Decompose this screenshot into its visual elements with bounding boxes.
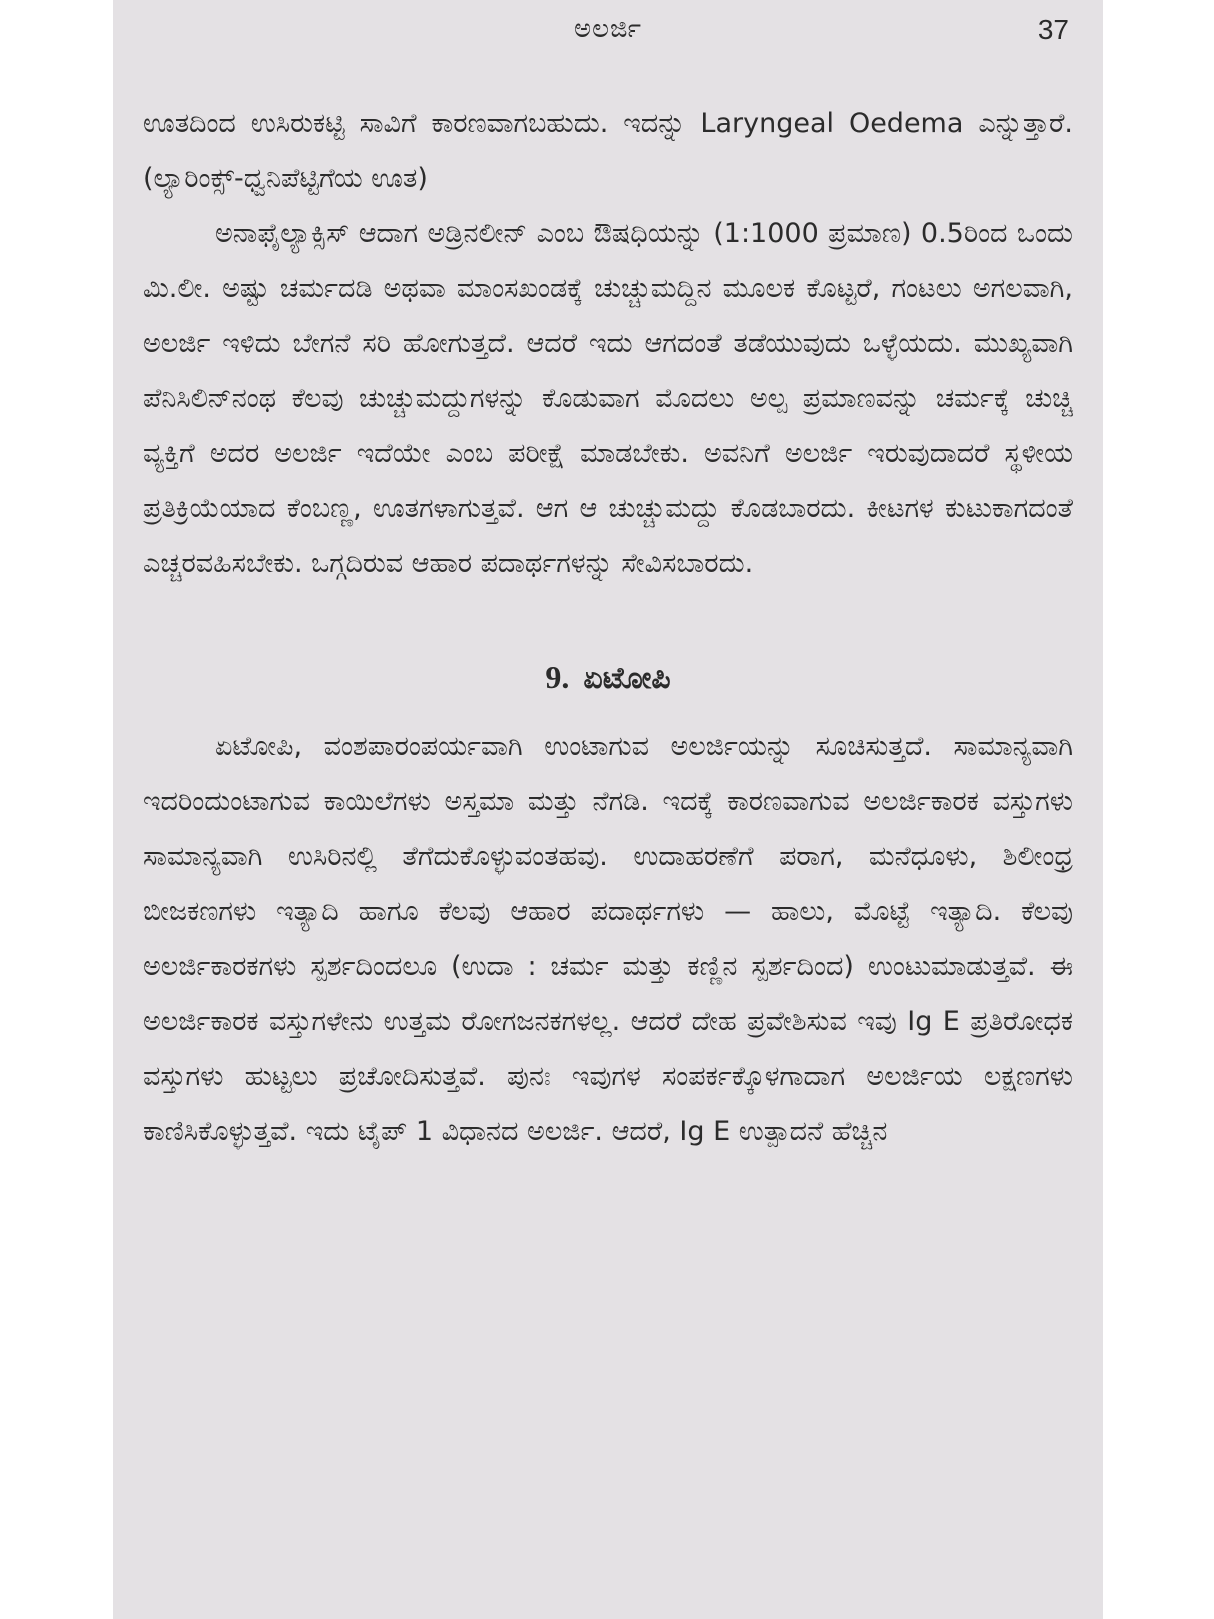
paragraph: ಏಟೋಪಿ, ವಂಶಪಾರಂಪರ್ಯವಾಗಿ ಉಂಟಾಗುವ ಅಲರ್ಜಿಯನ್ನು ಸೂಚಿಸುತ್ತದೆ. ಸಾಮಾನ್ಯವಾಗಿ ಇದರಿಂದುಂಟಾಗುವ ಕಾಯಿಲೆಗಳು ಅಸ್ತಮಾ ಮತ್ತು ನೆಗಡಿ. ಇದಕ್ಕೆ ಕಾರಣವಾಗುವ ಅಲರ್ಜಿಕಾರಕ ವಸ್ತುಗಳು ಸಾಮಾನ್ಯವಾಗಿ ಉಸಿರಿನಲ್ಲಿ ತೆಗೆದುಕೊಳ್ಳುವಂತಹವು. ಉದಾಹರಣೆಗೆ ಪರಾಗ, ಮನೆಧೂಳು, ಶಿಲೀಂಧ್ರ ಬೀಜಕಣಗಳು ಇತ್ಯಾದಿ ಹಾಗೂ ಕೆಲವು ಆಹಾರ ಪದಾರ್ಥಗಳು — ಹಾಲು, ಮೊಟ್ಟೆ ಇತ್ಯಾದಿ. ಕೆಲವು ಅಲರ್ಜಿಕಾರಕಗಳು ಸ್ಪರ್ಶದಿಂದಲೂ (ಉದಾ : ಚರ್ಮ ಮತ್ತು ಕಣ್ಣಿನ ಸ್ಪರ್ಶದಿಂದ) ಉಂಟುಮಾಡುತ್ತವೆ. ಈ ಅಲರ್ಜಿಕಾರಕ ವಸ್ತುಗಳೇನು ಉತ್ತಮ ರೋಗಜನಕಗಳಲ್ಲ. ಆದರೆ ದೇಹ ಪ್ರವೇಶಿಸುವ ಇವು Ig E ಪ್ರತಿರೋಧಕ ವಸ್ತುಗಳು ಹುಟ್ಟಲು ಪ್ರಚೋದಿಸುತ್ತವೆ. ಪುನಃ ಇವುಗಳ ಸಂಪರ್ಕಕ್ಕೊಳಗಾದಾಗ ಅಲರ್ಜಿಯ ಲಕ್ಷಣಗಳು ಕಾಣಿಸಿಕೊಳ್ಳುತ್ತವೆ. ಇದು ಟೈಪ್ 1 ವಿಧಾನದ ಅಲರ್ಜಿ. ಆದರೆ, Ig E ಉತ್ಪಾದನೆ ಹೆಚ್ಚಿನ [143, 731, 1073, 1147]
book-page [113, 0, 1103, 1619]
section-heading [143, 647, 1073, 709]
section-title: ಏಟೋಪಿ [583, 661, 671, 696]
paragraph: ಊತದಿಂದ ಉಸಿರುಕಟ್ಟಿ ಸಾವಿಗೆ ಕಾರಣವಾಗಬಹುದು. ಇದನ್ನು Laryngeal Oedema ಎನ್ನುತ್ತಾರೆ. (ಲ್ಯಾರಿಂಕ್ಸ್-ಧ್ವನಿಪೆಟ್ಟಿಗೆಯ ಊತ) [143, 108, 1073, 194]
section-number: 9. [545, 659, 570, 695]
running-header: ಅಲರ್ಜಿ [574, 14, 642, 44]
body-text [143, 96, 1073, 1159]
paragraph: ಅನಾಫೈಲ್ಯಾಕ್ಸಿಸ್ ಆದಾಗ ಅಡ್ರಿನಲೀನ್ ಎಂಬ ಔಷಧಿಯನ್ನು (1:1000 ಪ್ರಮಾಣ) 0.5ರಿಂದ ಒಂದು ಮಿ.ಲೀ. ಅಷ್ಟು ಚರ್ಮದಡಿ ಅಥವಾ ಮಾಂಸಖಂಡಕ್ಕೆ ಚುಚ್ಚುಮದ್ದಿನ ಮೂಲಕ ಕೊಟ್ಟರೆ, ಗಂಟಲು ಅಗಲವಾಗಿ, ಅಲರ್ಜಿ ಇಳಿದು ಬೇಗನೆ ಸರಿ ಹೋಗುತ್ತದೆ. ಆದರೆ ಇದು ಆಗದಂತೆ ತಡೆಯುವುದು ಒಳ್ಳೆಯದು. ಮುಖ್ಯವಾಗಿ ಪೆನಿಸಿಲಿನ್‌ನಂಥ ಕೆಲವು ಚುಚ್ಚುಮದ್ದುಗಳನ್ನು ಕೊಡುವಾಗ ಮೊದಲು ಅಲ್ಪ ಪ್ರಮಾಣವನ್ನು ಚರ್ಮಕ್ಕೆ ಚುಚ್ಚಿ ವ್ಯಕ್ತಿಗೆ ಅದರ ಅಲರ್ಜಿ ಇದೆಯೇ ಎಂಬ ಪರೀಕ್ಷೆ ಮಾಡಬೇಕು. ಅವನಿಗೆ ಅಲರ್ಜಿ ಇರುವುದಾದರೆ ಸ್ಥಳೀಯ ಪ್ರತಿಕ್ರಿಯೆಯಾದ ಕೆಂಬಣ್ಣ, ಊತಗಳಾಗುತ್ತವೆ. ಆಗ ಆ ಚುಚ್ಚುಮದ್ದು ಕೊಡಬಾರದು. ಕೀಟಗಳ ಕುಟುಕಾಗದಂತೆ ಎಚ್ಚರವಹಿಸಬೇಕು. ಒಗ್ಗದಿರುವ ಆಹಾರ ಪದಾರ್ಥಗಳನ್ನು ಸೇವಿಸಬಾರದು. [143, 218, 1073, 579]
page-number: 37 [1037, 14, 1069, 45]
